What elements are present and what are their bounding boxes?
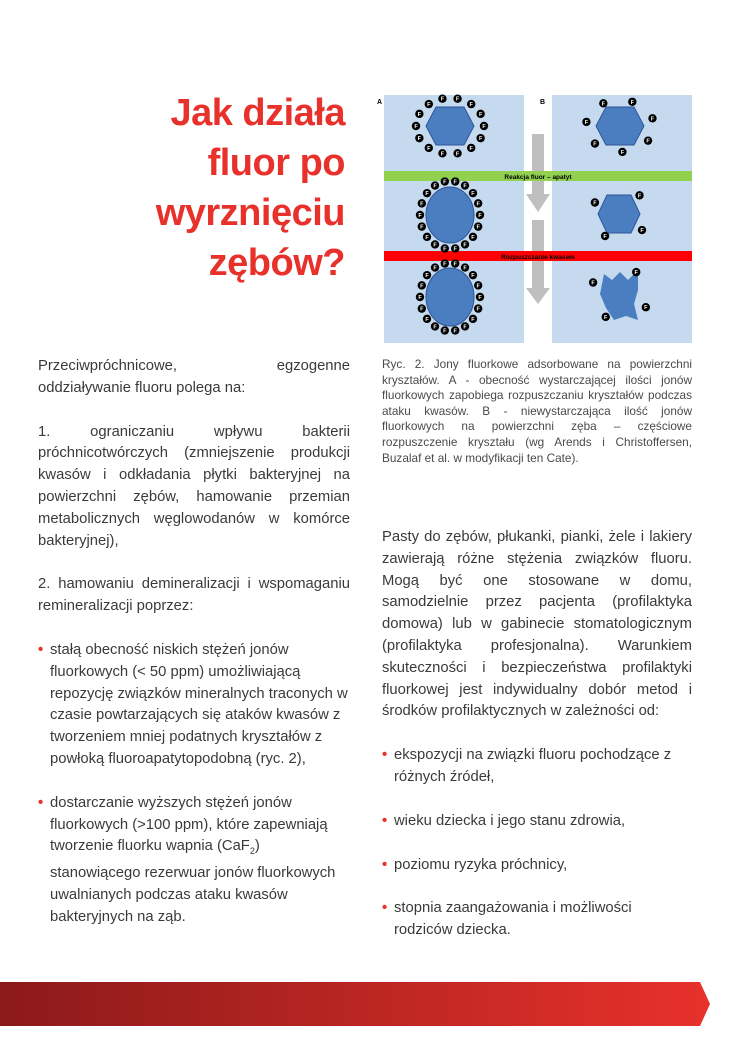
right-bullet-2: • wieku dziecka i jego stanu zdrowia, [382, 811, 692, 833]
fluoride-ion-label: F [478, 136, 483, 143]
fluoride-ion-label: F [593, 200, 597, 207]
right-intro: Pasty do zębów, płukanki, pianki, żele i lakiery zawierają różne stężenia związków fluoru. Mogą być one stosowane w domu, samodzielnie przez pacjenta (profilaktyka domowa) lub w gabinecie stomatologicznym (profilaktyka profesjonalna). Warunkiem skuteczności i bezpieczeństwa profilaktyki fluorkowej jest indywidualny dobór metod i środków profilaktycznych w zależności od: [382, 529, 692, 720]
fluoride-ion-label: F [646, 138, 650, 145]
fluoride-ion-label: F [443, 328, 447, 335]
crystal-a3 [426, 265, 474, 326]
fluoride-ion-label: F [443, 179, 447, 186]
fluoride-ion-label: F [604, 314, 608, 321]
fluoride-ion-label: F [440, 151, 445, 158]
fluoride-ion-label: F [469, 102, 473, 109]
fluoride-ion-label: F [453, 246, 457, 253]
fluoride-ion-label: F [584, 119, 589, 126]
fluoride-ion-label: F [630, 99, 635, 106]
right-bullet-3: • poziomu ryzyka próchnicy, [382, 855, 692, 877]
fluoride-ion-label: F [427, 102, 431, 109]
fluoride-ion-label: F [453, 261, 457, 268]
fluoride-diagram [376, 94, 694, 344]
fluoride-ion-label: F [463, 242, 467, 249]
fluoride-ion-label: F [433, 183, 437, 190]
left-point-1: 1. ograniczaniu wpływu bakterii próchnicotwórczych (zmniejszenie produkcji kwasów i odkładania płytki bakteryjnej na powierzchni zębów, hamowanie przemian metabolicznych węglowodanów w komórce bakteryjnej), [38, 423, 350, 549]
crystal-a1 [426, 107, 474, 145]
fluoride-ion-label: F [417, 136, 422, 143]
fluoride-ion-label: F [425, 191, 429, 198]
right-bullet-4: • stopnia zaangażowania i możliwości rodziców dziecka. [382, 900, 632, 939]
fluoride-ion-label: F [478, 111, 483, 118]
bullet-icon: • [382, 747, 388, 764]
label-b: B [540, 99, 546, 106]
fluoride-ion-label: F [425, 316, 429, 323]
fluoride-ion-label: F [476, 283, 480, 290]
fluoride-ion-label: F [455, 151, 460, 158]
fluoride-ion-label: F [471, 234, 475, 241]
fluoride-ion-label: F [471, 273, 475, 280]
bullet-icon: • [382, 856, 388, 873]
fluoride-ion-label: F [425, 234, 429, 241]
left-intro: Przeciwpróchnicowe, egzogenne oddziaływanie fluoru polega na: [38, 358, 350, 396]
fluoride-ion-label: F [420, 224, 424, 231]
fluoride-ion-label: F [463, 265, 467, 272]
fluoride-ion-label: F [644, 305, 648, 312]
fluoride-ion-label: F [418, 295, 422, 301]
fluoride-ion-label: F [420, 283, 424, 290]
fluoride-ion-label: F [634, 270, 638, 277]
fluoride-ion-label: F [593, 141, 597, 148]
footer-bar [0, 982, 740, 1026]
crystal-b2 [598, 195, 640, 233]
fluoride-ion-label: F [453, 179, 457, 186]
dissolution-band-label: Rozpuszczanie kwasem [501, 254, 575, 261]
fluoride-ion-label: F [601, 101, 606, 108]
fluoride-ion-label: F [463, 183, 467, 190]
bullet-icon: • [38, 641, 44, 658]
fluoride-ion-label: F [433, 265, 437, 272]
fluoride-ion-label: F [425, 273, 429, 280]
fluoride-ion-label: F [440, 96, 445, 103]
page-title: Jak działa fluor po wyrznięciu zębów? [155, 92, 345, 284]
fluoride-ion-label: F [420, 201, 424, 208]
fluoride-ion-label: F [427, 145, 431, 152]
fluoride-ion-label: F [463, 324, 467, 331]
fluoride-ion-label: F [478, 213, 482, 219]
fluoride-ion-label: F [418, 213, 422, 219]
fluoride-ion-label: F [476, 224, 480, 231]
right-bullet-1: • ekspozycji na związki fluoru pochodzące z różnych źródeł, [382, 747, 672, 785]
fluoride-ion-label: F [469, 145, 473, 152]
fluoride-ion-label: F [650, 116, 655, 123]
fluoride-ion-label: F [443, 246, 447, 253]
fluoride-ion-label: F [455, 96, 460, 103]
fluoride-ion-label: F [414, 124, 418, 130]
reaction-band-label: Reakcja fluor – apatyt [504, 174, 572, 181]
right-column [382, 527, 692, 964]
bullet-icon: • [38, 794, 44, 811]
fluoride-ion-label: F [637, 193, 642, 200]
fluoride-ion-label: F [433, 324, 437, 331]
crystal-b1 [596, 107, 644, 145]
fluoride-ion-label: F [471, 191, 475, 198]
left-point-2: 2. hamowaniu demineralizacji i wspomaganiu remineralizacji poprzez: [38, 576, 350, 615]
fluoride-ion-label: F [420, 306, 424, 313]
fluoride-ion-label: F [453, 328, 457, 335]
fluoride-ion-label: F [482, 124, 486, 130]
bullet-icon: • [382, 812, 388, 829]
left-bullet-2: • dostarczanie wyższych stężeń jonów fluorkowych (>100 ppm), które zapewniają tworzenie fluorku wapnia (CaF$_2$) stanowiącego rezerwuar jonów fluorkowych uwalnianych podczas ataku kwasów bakteryjnych na ząb. [38, 794, 336, 925]
fluoride-ion-label: F [478, 295, 482, 301]
left-column [38, 356, 350, 950]
fluoride-ion-label: F [603, 233, 607, 240]
fluoride-ion-label: F [443, 261, 447, 268]
fluoride-ion-label: F [640, 228, 644, 235]
fluoride-ion-label: F [433, 242, 437, 249]
fluoride-ion-label: F [476, 306, 480, 313]
bullet-icon: • [382, 900, 388, 917]
fluoride-ion-label: F [417, 111, 422, 118]
figure-caption: Ryc. 2. Jony fluorkowe adsorbowane na powierzchni kryształów. A - obecność wystarczającej ilości jonów fluorkowych zapobiega rozpuszczaniu kryształów podczas ataku kwasów. B - niewystarczająca ilość jonów fluorkowych na powierzchni zęba – częściowe rozpuszczenie kryształu (wg Arends i Christoffersen, Buzalaf et al. w modyfikacji ten Cate). [382, 357, 692, 465]
fluoride-ion-label: F [591, 280, 595, 287]
left-bullet-1: • stałą obecność niskich stężeń jonów fluorkowych (< 50 ppm) umożliwiającą repozycję związków mineralnych traconych w czasie powtarzających się ataków kwasów z tworzeniem mniej podatnych kryształów z powłoką fluoroapatytopodobną (ryc. 2), [38, 641, 348, 767]
down-arrow-icon [526, 134, 550, 304]
fluoride-ion-label: F [471, 316, 475, 323]
label-a: A [377, 99, 383, 106]
crystal-a2 [426, 187, 474, 243]
fluoride-ion-label: F [620, 149, 625, 156]
fluoride-ion-label: F [476, 201, 480, 208]
